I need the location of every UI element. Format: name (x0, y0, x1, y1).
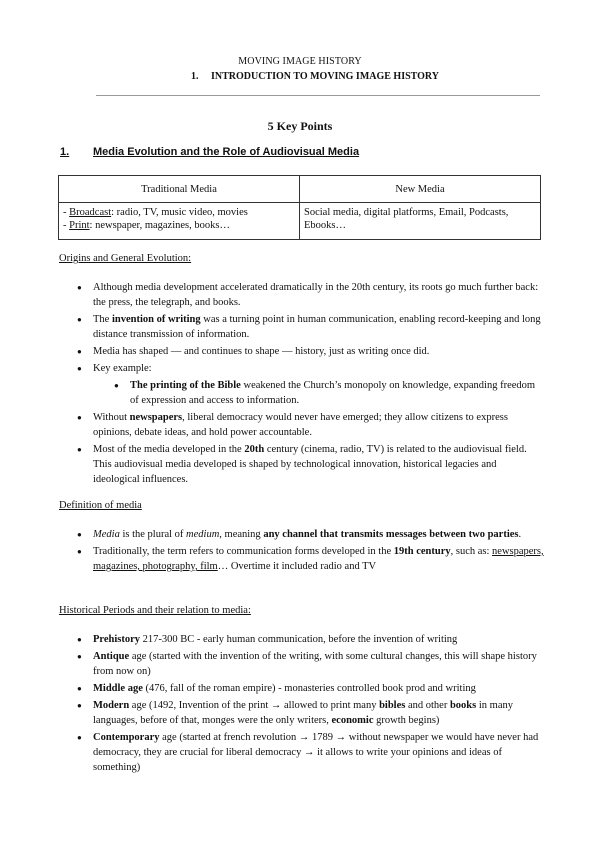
list-item-bold: Middle age (93, 683, 143, 694)
list-item-italic: Media (93, 529, 120, 540)
list-item-text: , meaning (219, 529, 264, 540)
list-item (76, 632, 544, 647)
list-item-bold: books (449, 700, 477, 711)
list-item-text: age (1492, Invention of the print → allowed to print many (129, 700, 380, 711)
list-item (76, 681, 544, 696)
chapter-heading (191, 71, 439, 82)
list-item-text: century (cinema, radio, TV) is related to the audiovisual field. This audiovisual media developed is shaped by technological innovation, historical legacies and ideological influences. (93, 444, 527, 485)
list-item-text: is the plural of (119, 529, 187, 540)
list-item-bold: any channel that transmits messages between two parties (263, 529, 519, 540)
table-header-row (59, 176, 541, 203)
print-text: : newspaper, magazines, books… (89, 220, 230, 231)
table-row (59, 203, 541, 240)
list-item-text: was a turning point in human communication, enabling record-keeping and long distance transmission of information. (93, 314, 541, 340)
broadcast-text: : radio, TV, music video, movies (111, 207, 248, 218)
section-heading (60, 146, 359, 158)
list-item-bold: invention of writing (111, 314, 201, 325)
list-item-bold: Contemporary (93, 732, 160, 743)
list-item-text: Traditionally, the term refers to communication forms developed in the (93, 546, 394, 557)
list-item (76, 544, 544, 574)
definition-heading: Definition of media (59, 500, 142, 511)
definition-list (76, 527, 544, 576)
media-comparison-table (58, 175, 541, 240)
list-item (76, 442, 544, 487)
list-item-text: . (518, 529, 522, 540)
table-header-new: New Media (300, 176, 541, 203)
list-item-text: … Overtime it included radio and TV (217, 561, 377, 572)
list-item (76, 312, 544, 342)
list-item-text: growth begins) (373, 715, 440, 726)
table-cell-new: Social media, digital platforms, Email, Podcasts, Ebooks… (300, 203, 541, 240)
list-item (76, 410, 544, 440)
list-item-text: (476, fall of the roman empire) - monasteries controlled book prod and writing (142, 683, 476, 694)
list-item-text: 217-300 BC - early human communication, before the invention of writing (140, 634, 458, 645)
chapter-title: INTRODUCTION TO MOVING IMAGE HISTORY (211, 71, 440, 82)
chapter-number: 1. (191, 71, 199, 82)
list-item (76, 344, 544, 359)
list-item (76, 527, 544, 542)
periods-heading: Historical Periods and their relation to media: (59, 605, 251, 616)
media-forms-link: newspapers, magazines, photography, film (93, 546, 544, 572)
list-item-text: Although media development accelerated dramatically in the 20th century, its roots go much further back: the press, the telegraph, and books. (93, 282, 539, 308)
list-item-italic: medium (186, 529, 220, 540)
list-item-text: The (93, 314, 112, 325)
list-item-text: weakened the Church’s monopoly on knowledge, expanding freedom of expression and access to information. (130, 380, 536, 406)
list-item-bold: economic (331, 715, 374, 726)
list-item-text: age (started with the invention of the writing, with some cultural changes, this will shape history from now on) (93, 651, 537, 677)
list-item-text: Media has shaped — and continues to shape — history, just as writing once did. (93, 346, 430, 357)
section-number: 1. (60, 146, 70, 158)
list-item (76, 649, 544, 679)
list-item-text: in many languages, before of that, monges were the only writers, (93, 700, 513, 726)
list-item (76, 730, 544, 775)
header-divider (96, 95, 540, 96)
list-item-bold: bibles (379, 700, 406, 711)
list-item (76, 698, 544, 728)
print-label: Print (69, 220, 90, 231)
list-item-bold: The printing of the Bible (130, 380, 241, 391)
main-title: 5 Key Points (267, 119, 333, 133)
list-item-bold: 20th (244, 444, 265, 455)
origins-list (76, 280, 544, 489)
section-title: Media Evolution and the Role of Audiovisual Media (93, 146, 360, 158)
list-item-text: , such as: (450, 546, 493, 557)
list-item-nested (113, 378, 544, 408)
periods-list (76, 632, 544, 777)
list-item-bold: Modern (93, 700, 130, 711)
list-item (76, 361, 544, 376)
table-header-traditional: Traditional Media (59, 176, 300, 203)
list-item-bold: 19th century (393, 546, 451, 557)
list-item-bold: Antique (93, 651, 130, 662)
list-item-text: Without (93, 412, 130, 423)
list-item-text: , liberal democracy would never have emerged; they allow citizens to express opinions, debate ideas, and hold power accountable. (93, 412, 508, 438)
list-item-bold: newspapers (129, 412, 183, 423)
origins-heading: Origins and General Evolution: (59, 253, 192, 264)
list-item (76, 280, 544, 310)
broadcast-label: Broadcast (69, 207, 112, 218)
list-item-bold: Prehistory (93, 634, 141, 645)
document-title: MOVING IMAGE HISTORY (238, 56, 362, 67)
table-cell-traditional: - Broadcast: radio, TV, music video, movies - Print: newspaper, magazines, books… (59, 203, 300, 240)
list-item-text: and other (405, 700, 450, 711)
list-item-text: Most of the media developed in the (93, 444, 245, 455)
list-item-text: age (started at french revolution → 1789 → without newspaper we would have never had democracy, they are crucial for liberal democracy → it allows to write your opinions and ideas of something) (93, 732, 539, 773)
list-item-text: Key example: (93, 363, 152, 374)
